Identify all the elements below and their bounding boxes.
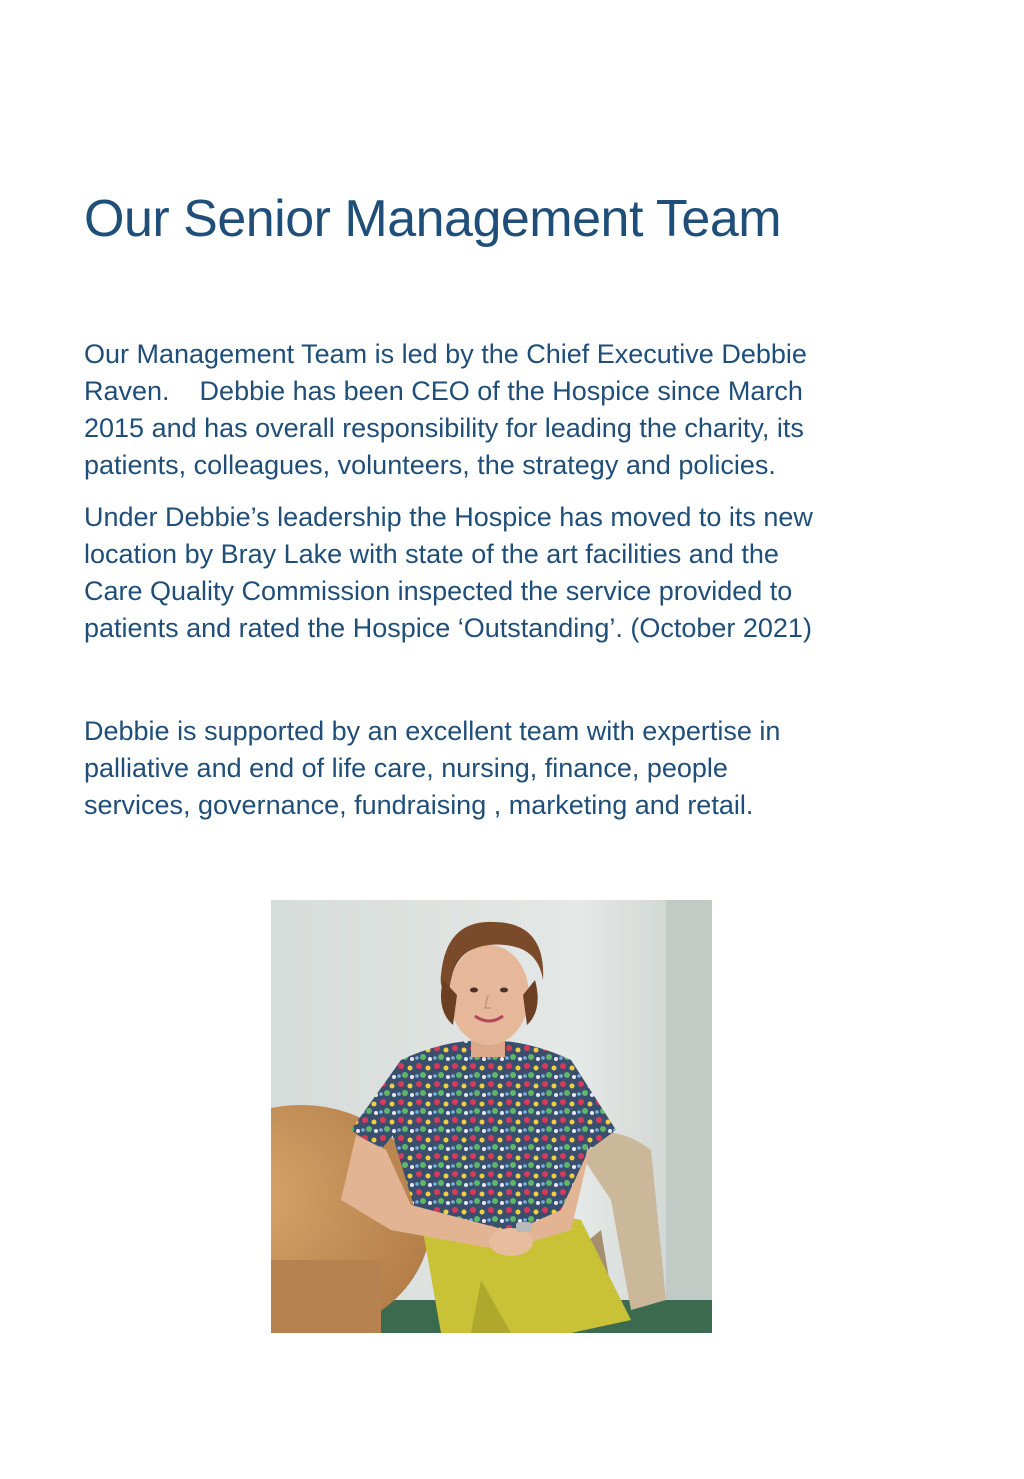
leadership-paragraph — [84, 499, 944, 647]
paragraph-line: location by Bray Lake with state of the art facilities and the — [84, 539, 779, 569]
paragraph-line: patients, colleagues, volunteers, the strategy and policies. — [84, 450, 776, 480]
paragraph-line: Under Debbie’s leadership the Hospice has moved to its new — [84, 502, 813, 532]
page-title: Our Senior Management Team — [84, 190, 782, 248]
paragraph-line: services, governance, fundraising , marketing and retail. — [84, 790, 754, 820]
paragraph-line: Our Management Team is led by the Chief Executive Debbie — [84, 339, 807, 369]
paragraph-line: 2015 and has overall responsibility for leading the charity, its — [84, 413, 804, 443]
team-paragraph — [84, 713, 944, 824]
paragraph-line: Raven. Debbie has been CEO of the Hospice since March — [84, 376, 803, 406]
paragraph-line: palliative and end of life care, nursing, finance, people — [84, 753, 728, 783]
portrait-photo — [271, 900, 712, 1333]
intro-paragraph — [84, 336, 944, 484]
paragraph-line: Debbie is supported by an excellent team with expertise in — [84, 716, 781, 746]
paragraph-line: patients and rated the Hospice ‘Outstanding’. (October 2021) — [84, 613, 812, 643]
paragraph-line: Care Quality Commission inspected the service provided to — [84, 576, 793, 606]
